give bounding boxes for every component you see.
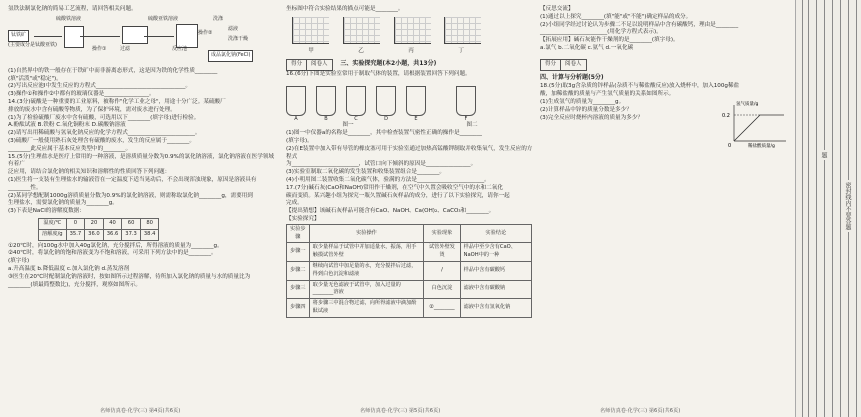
- graph-chart: [444, 17, 481, 44]
- table-cell: 步骤三: [287, 280, 310, 299]
- question-line: (填字母): [8, 258, 30, 265]
- question-line: a.氯气 b.二氧化碳 c.氨气 d.一氧化碳: [540, 44, 634, 51]
- apparatus-item: C: [346, 86, 366, 116]
- table-cell: 取少量无色滤液于试管中，加入过量的________溶液: [309, 280, 424, 299]
- question-line: (4)小明用图二装置收集二氧化碳气体，验满的方法是________________________。: [286, 176, 490, 183]
- binding-strip: [795, 0, 861, 417]
- question-line: (3)硫酸厂一般使用熟石灰处理含有硫酸的废水，发生的反应属于________。: [8, 137, 195, 144]
- graph-chart: [292, 17, 329, 44]
- table-head-cell: 40: [103, 218, 122, 229]
- table-cell: 样品中含有碳酸钙: [460, 261, 531, 280]
- question-line: (2)计算样品中锌的质量分数是多少？: [540, 106, 632, 113]
- question-line: 【反思交流】: [540, 6, 574, 12]
- flow-label: 操作①: [92, 45, 107, 52]
- filter-box: [122, 26, 148, 44]
- apparatus-item: F: [456, 86, 476, 116]
- question-line: (1)生成氢气的质量为________g。: [540, 98, 625, 105]
- flow-arrow: [144, 36, 174, 37]
- binding-line: [808, 0, 809, 417]
- experiment-table: [286, 224, 532, 318]
- flow-label: 操作②: [198, 29, 213, 36]
- score-box: [540, 59, 587, 71]
- graph-label: 乙: [358, 47, 364, 54]
- section-title: 四、计算与分析题(5分): [540, 73, 604, 81]
- table-cell: 36.0: [85, 229, 104, 240]
- apparatus-item: D: [376, 86, 396, 116]
- question-line: (1)通过以上探究________(填"能"或"不能")确定样品的成分。: [540, 13, 692, 20]
- question-line: a.升高温度 b.降低温度 c.加入氯化钠 d.蒸发溶剂: [8, 265, 130, 272]
- ore-note: (主要成分是钛酸亚铁): [8, 41, 57, 48]
- table-cell: ②________: [424, 299, 460, 318]
- table-cell: 38.4: [140, 229, 159, 240]
- table-cell: 步骤二: [287, 261, 310, 280]
- question-line: (1)为了检验硫酸厂废水中含有硫酸，可选用以下________(填字母)进行检验。: [8, 114, 200, 121]
- question-line: 碳而变质。某兴趣小组为探究一瓶久置碱石灰样品的成分，进行了以下实验探究，请你一起: [286, 192, 510, 199]
- section-title: 三、实验探究题(本2小题，共13分): [340, 59, 437, 67]
- question-line: 15.(5分)生理盐水是医疗上常用的一种溶液，是溶质质量分数为0.9%的氯化钠溶液，氯化钠溶液在医学领域有着广: [8, 153, 274, 168]
- table-cell: 滤液中含有氢氧化钠: [460, 299, 531, 318]
- table-head-cell: 温度/℃: [39, 218, 67, 229]
- score-label: 阅卷人: [311, 60, 328, 67]
- question-line: (1)图一中仪器a的名称是________，其中检查装置气密性正确的操作是________: [286, 130, 482, 137]
- table-head-cell: 实验结论: [460, 224, 531, 243]
- table-head-cell: 实验现象: [424, 224, 460, 243]
- reactor-box: [176, 24, 198, 48]
- question-line: 为________________________，试管口向下倾斜的原因是________________。: [286, 161, 477, 168]
- score-label: 得分: [541, 60, 561, 70]
- question-line: 【拓展应用】碱石灰能作干燥剂的是________(填字母)。: [540, 37, 679, 44]
- question-line: (2)某同学想配制1000g溶质质量分数为0.9%的氯化钠溶液，则需称取氯化钠________g，需要用到: [8, 192, 253, 199]
- chart-y-label: 氢气质量/g: [736, 101, 759, 107]
- apparatus-item: E: [406, 86, 426, 116]
- table-cell: /: [424, 261, 460, 280]
- question-line: (1)自然界中的铁一般存在于铁矿中而非游离态形式，这是因为铁的化学性质________: [8, 67, 218, 74]
- question-line: (2)请写出用稀硫酸与氢氧化钠反应的化学方程式________________________。: [8, 130, 201, 137]
- graph-label: 甲: [308, 47, 314, 54]
- question-line: (3)完全反应时烧杯内溶液的质量为多少？: [540, 114, 644, 121]
- hydrogen-chart: [540, 99, 792, 151]
- question-line: (填字母)。: [286, 137, 313, 144]
- question-line: ________________________(用化学方程式表示)。: [540, 29, 662, 36]
- table-cell: 35.7: [66, 229, 85, 240]
- table-cell: 试管外壁发烫: [424, 243, 460, 262]
- question-line: (2)在E装置中加入带有导管的橡皮塞可用于实验室通过加热高锰酸钾制取并收集氧气，发生反应的方程式: [286, 145, 533, 160]
- table-cell: 将步骤三中混合物过滤，向所得滤液中滴加酚酞试液: [309, 299, 424, 318]
- table-head-cell: 实验操作: [309, 224, 424, 243]
- graph-chart: [394, 17, 431, 44]
- table-cell: 36.6: [103, 229, 122, 240]
- page-5-column: [286, 6, 534, 318]
- table-cell: 样品中至少含有CaO、NaOH中的一种: [460, 243, 531, 262]
- question-line: ②40℃时，将氯化钠的饱和溶液变为不饱和溶液，可采用下列方法中的是________。: [8, 250, 217, 257]
- table-head-cell: 20: [85, 218, 104, 229]
- question-line: ________(填最简整数比)，充分搅拌，观察如图所示。: [8, 281, 142, 288]
- question-line: A.酚酞试液 B.铁粉 C.氧化铜粉末 D.碳酸钠溶液: [8, 122, 126, 129]
- tank-box: [64, 26, 84, 48]
- product-box: 成品氯化钠(FeCl): [208, 50, 253, 62]
- table-cell: 取少量样品于试管中并加适量水，振荡，用手触摸试管外壁: [309, 243, 424, 262]
- flow-arrow: [80, 36, 120, 37]
- question-line: 【提出猜想】该碱石灰样品可能含有CaO、NaOH、Ca(OH)₂、CaCO₃和________。: [286, 208, 495, 215]
- question-line: 16.(6分)下图是实验室常用于制取气体的装置，请根据装置回答下列问题。: [286, 70, 471, 77]
- page-footer: 名师仿真卷·化学(三) 第6页(共6页): [600, 408, 681, 414]
- graph-label: 丙: [408, 47, 414, 54]
- question-line: 【实验探究】: [286, 215, 320, 222]
- question-line: 酸，加稀盐酸的质量与产生氢气质量的关系如图所示。: [540, 91, 675, 98]
- graph-label: 丁: [458, 47, 464, 54]
- graph-row: [286, 17, 534, 53]
- solubility-table: [38, 218, 159, 241]
- question-line: 18.(5分)取3g含杂质的锌样品(杂质不与稀盐酸反应)放入烧杯中，加入100g稀盐: [540, 83, 740, 90]
- hydrogen-chart-svg: [718, 99, 790, 149]
- graph-chart: [343, 17, 380, 44]
- table-head-cell: 实验步骤: [287, 224, 310, 243]
- binding-line: [824, 0, 825, 417]
- process-flow-diagram: [8, 16, 274, 66]
- question-line: 生理盐水，需要氯化钠的质量为________g。: [8, 200, 118, 207]
- question-line: (3)操作①和操作②中都有的玻璃仪器是________________。: [8, 91, 155, 98]
- figure-caption: 图二: [466, 122, 478, 129]
- table-cell: 继续向试管中加足量的水，充分搅拌后过滤，得到白色沉淀和滤液: [309, 261, 424, 280]
- page-4-column: [8, 6, 274, 289]
- question-line: ③医生在20℃时配制氯化钠溶液时，按如图所示过程溶解，待所加入氯化钠的质量与水的质量比为: [8, 273, 251, 280]
- intro-line: 氢铁法制氯化钠的简易工艺流程，请回答相关问题。: [8, 6, 137, 12]
- chart-x-label: 稀盐酸质量/g: [748, 143, 775, 149]
- table-cell: 白色沉淀: [424, 280, 460, 299]
- question-line: 完成。: [286, 200, 303, 207]
- page-footer: 名师仿真卷·化学(三) 第5页(共6页): [360, 408, 441, 414]
- question-line: (2)写出反应池Ⅰ中发生反应的方程式________________________________。: [8, 83, 191, 90]
- question-line: 排放的废水中含有硫酸等物质，为了保护环境，需对废水进行处理。: [8, 106, 176, 113]
- page-footer: 名师仿真卷·化学(三) 第4页(共6页): [100, 408, 181, 414]
- ore-box: 钛铁矿: [8, 30, 29, 42]
- figure-caption: 图一: [342, 122, 354, 129]
- score-box: [286, 59, 333, 71]
- table-cell: 滤液中含有碳酸钠: [460, 280, 531, 299]
- question-line: ________此反应属于基本反应类型中的________。: [8, 145, 132, 152]
- score-label: 得分: [287, 60, 307, 70]
- question-line: (3)实验室制取二氧化碳的发生装置和收集装置组合是________。: [286, 169, 445, 176]
- binding-line: [856, 0, 857, 417]
- score-label: 阅卷人: [565, 60, 582, 67]
- question-line: ①20℃时，向100g水中加入40g氯化钠，充分搅拌后，所得溶液的质量为________g。: [8, 242, 223, 249]
- binding-line: [832, 0, 833, 417]
- question-line: 坐标图中符合实验结果的描点可能是________。: [286, 6, 404, 12]
- flow-label: 硫酸亚铁溶液: [148, 15, 179, 22]
- table-head-cell: 0: [66, 218, 85, 229]
- table-cell: 步骤一: [287, 243, 310, 262]
- strip-label: 题: [820, 152, 827, 158]
- binding-line: [840, 0, 841, 417]
- strip-warning: 密封线内不要答题: [844, 182, 851, 230]
- flow-label: 滤液: [228, 25, 239, 32]
- question-line: (1)医生将一支装有生理盐水的输液管在一定温度下适当晃动后，不会出现浑浊现象，原因是溶液具有________性。: [8, 176, 257, 191]
- flow-label: 硫酸铁溶液: [56, 15, 82, 22]
- question-line: 17.(7分)碱石灰(CaO和NaOH)常用作干燥剂，在空气中久置会吸收空气中的水和二氧化: [286, 184, 503, 191]
- flow-arrow: [34, 36, 62, 37]
- chart-origin: 0: [728, 142, 732, 149]
- binding-line: [816, 0, 817, 417]
- table-head-cell: 80: [140, 218, 159, 229]
- page-6-column: [540, 6, 792, 151]
- binding-line: [802, 0, 803, 417]
- table-cell: 37.3: [122, 229, 141, 240]
- flow-label: 洗涤: [213, 15, 224, 22]
- apparatus-item: B: [316, 86, 336, 116]
- flow-label: 洗涤干燥: [228, 35, 249, 42]
- flow-label: 过滤: [120, 45, 131, 52]
- question-line: 14.(3分)硫酸是一种重要的工业原料，被称作"化学工业之母"，用途十分广泛。某硫酸厂: [8, 98, 226, 105]
- chart-y-tick: 0.2: [722, 112, 730, 119]
- table-cell: 溶解度/g: [39, 229, 67, 240]
- table-cell: 步骤四: [287, 299, 310, 318]
- question-line: 泛应用，请结合氯化钠的相关知识和溶解性的性质回答下列问题：: [8, 169, 171, 176]
- table-head-cell: 60: [122, 218, 141, 229]
- question-line: (2)小组同学经过讨论认为步骤二不足以说明样品中含有碳酸钙，理由是________: [540, 21, 739, 28]
- question-line: (填"活泼"或"稳定")。: [8, 75, 62, 82]
- question-line: (3)下表是NaCl的溶解度数据：: [8, 208, 85, 215]
- flow-label: 反应池: [172, 45, 188, 52]
- apparatus-item: A: [286, 86, 306, 116]
- apparatus-figure: [286, 80, 534, 122]
